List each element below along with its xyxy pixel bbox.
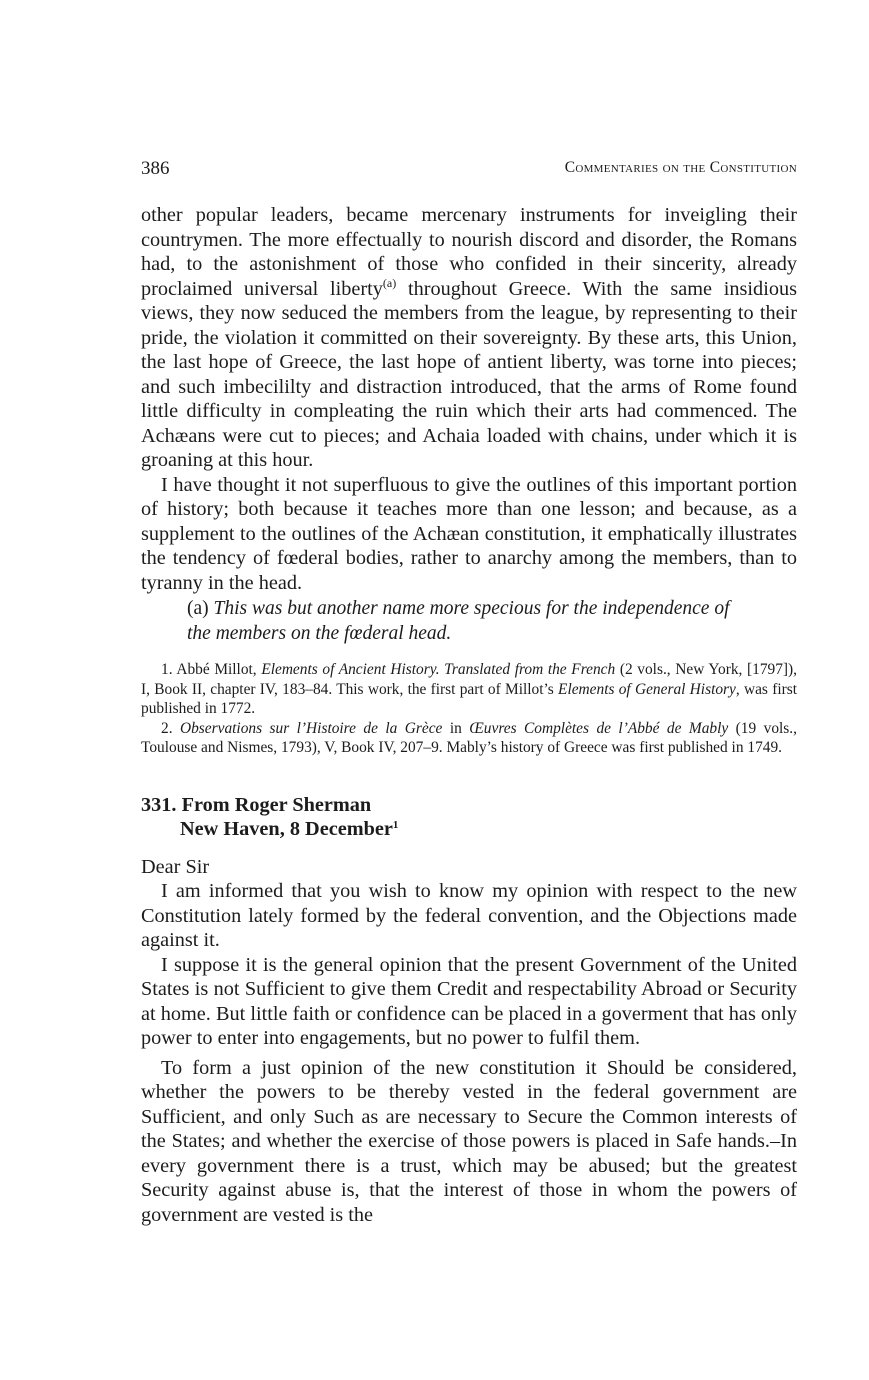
letter-body [141, 855, 797, 1228]
document-number-title: 331. From Roger Sherman [141, 793, 372, 816]
letter-paragraph-2: I suppose it is the general opinion that the present Government of the United States is not Sufficient to give them Credit and respectability Abroad or Security at home. But little faith or confidence can be placed in a goverment that has only power to enter into engagements, but no power to fulfil them. [141, 953, 797, 1049]
footnote-2-title: Observations sur l’Histoire de la Grèce [180, 719, 443, 737]
body-text [141, 203, 797, 595]
running-head-title: Commentaries on the Constitution [564, 159, 797, 176]
note-text: This was but another name more specious for the independence of the members on the fœderal head. [187, 598, 730, 644]
document-place-date [141, 817, 797, 841]
footnote-2-text: 2. [161, 719, 180, 737]
note-marker: (a) [187, 598, 214, 619]
letter-paragraph-1: I am informed that you wish to know my opinion with respect to the new Constitution lately formed by the federal convention, and the Objections made against it. [141, 880, 797, 951]
footnote-2-text-2: in [442, 719, 470, 737]
book-page [141, 150, 797, 1227]
footnote-1-text: 1. Abbé Millot, [161, 661, 262, 678]
note-reference-a: (a) [382, 275, 397, 290]
footnote-1 [141, 660, 797, 719]
paragraph-1-text: other popular leaders, became mercenary instruments for inveigling their countrymen. The more effectually to nourish discord and disorder, the Romans had, to the astonishment of those who confided in their sincerity, already proclaimed universal liberty [141, 204, 797, 300]
footnote-1-title: Elements of Ancient History. Translated from the French [261, 661, 616, 678]
footnote-1-title-2: Elements of General History [558, 680, 736, 698]
place-date-note-ref: 1 [392, 818, 399, 831]
paragraph-2: I have thought it not superfluous to give the outlines of this important portion of history; both because it teaches more than one lesson; and because, as a supplement to the outlines of the Achæan constitution, it emphatically illustrates the tendency of fœderal bodies, rather to anarchy among the members, than to tyranny in the head. [141, 473, 797, 594]
footnote-1-text-3: , was first published in 1772. [141, 680, 797, 717]
document-note-a [187, 597, 757, 646]
place-date-text: New Haven, 8 December [180, 817, 393, 840]
footnote-2 [141, 719, 797, 758]
letter-paragraph-3: To form a just opinion of the new constitution it Should be considered, whether the powers to be thereby vested in the federal government are Sufficient, and only Such as are necessary to Secure the Common interests of the States; and whether the exercise of those powers is placed in Safe hands.–In every government there is a trust, which may be abused; but the greatest Security against abuse is, that the interest of those in whom the powers of government are vested is the [141, 1056, 797, 1226]
page-number: 386 [141, 158, 170, 179]
salutation: Dear Sir [141, 855, 210, 878]
footnote-2-title-2: Œuvres Complètes de l’Abbé de Mably [469, 719, 729, 737]
footnote-1-text-2: (2 vols., New York, [1797]), I, Book II, chapter IV, 183–84. This work, the first part of Millot’s [141, 661, 798, 698]
paragraph-1 [141, 203, 797, 473]
editorial-footnotes [141, 660, 797, 758]
paragraph-1-continued: throughout Greece. With the same insidious views, they now seduced the members from the league, by representing to their pride, the violation it committed on their sovereignty. By these arts, this Union, the last hope of Greece, the last hope of antient liberty, was torne into pieces; and such imbecililty and distraction introduced, that the arms of Rome found little difficulty in compleating the ruin which their arts had commenced. The Achæans were cut to pieces; and Achaia loaded with chains, under which it is groaning at this hour. [141, 277, 798, 471]
footnote-2-text-3: (19 vols., Toulouse and Nismes, 1793), V, Book IV, 207–9. Mably’s history of Greece was first published in 1749. [141, 719, 797, 756]
running-head [141, 150, 797, 180]
document-heading [141, 793, 797, 841]
